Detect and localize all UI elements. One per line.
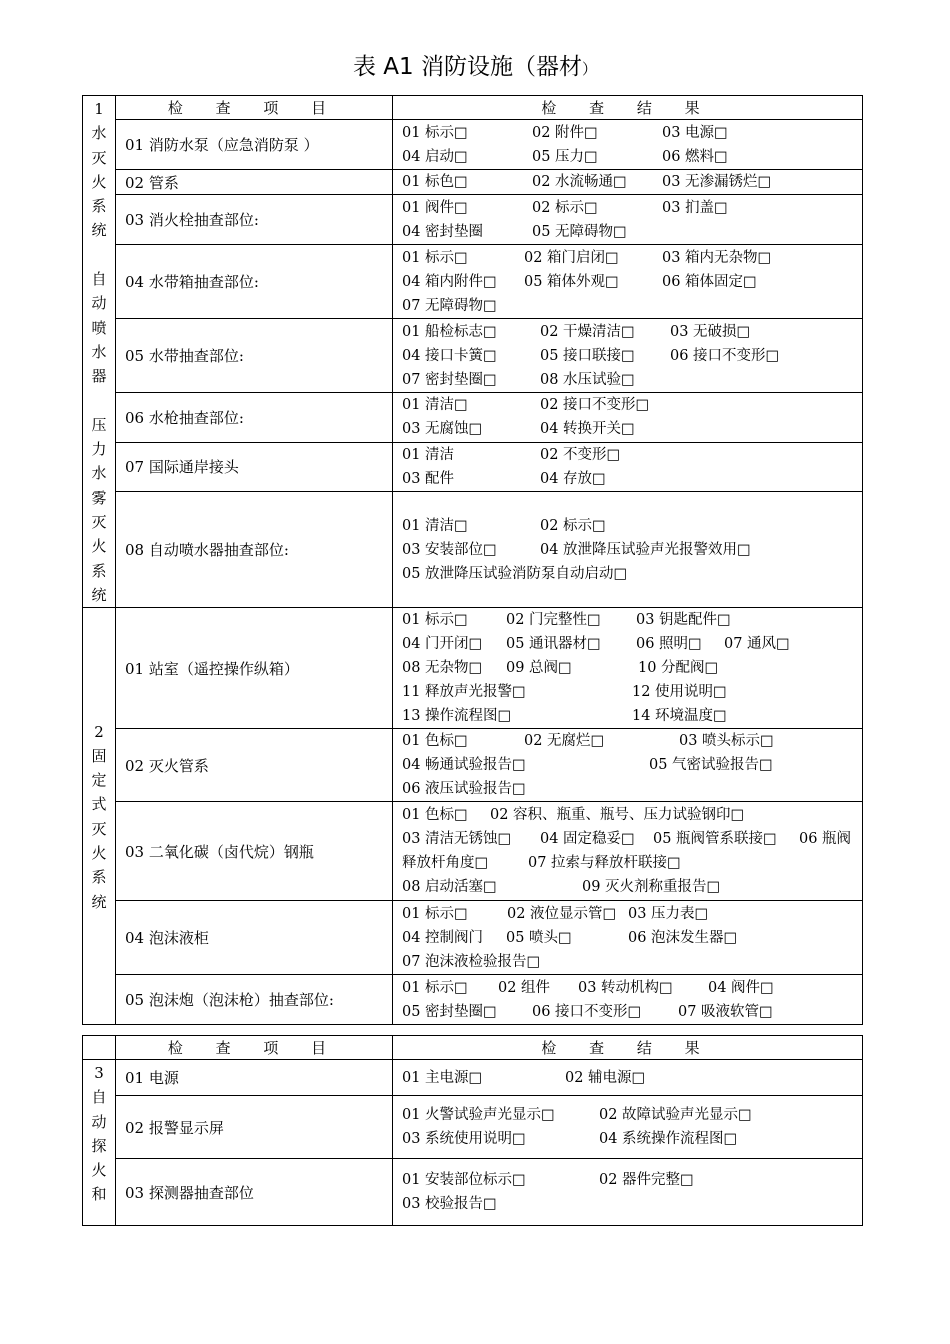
- result-line: [402, 294, 862, 318]
- result-line: [402, 926, 862, 950]
- section-label-char: 喷: [91, 318, 107, 337]
- result-line: [402, 803, 862, 827]
- result-line: [402, 950, 862, 974]
- result-line: [402, 246, 862, 270]
- check-result-cell: [393, 491, 863, 607]
- check-item: 04 箱内附件□: [402, 273, 497, 290]
- check-item: 02 无腐烂□: [524, 733, 605, 750]
- section-label-char: 水: [91, 342, 107, 361]
- check-item: 06 瓶阀: [799, 831, 852, 848]
- result-line: [402, 827, 862, 851]
- check-item: 08 水压试验□: [540, 371, 635, 388]
- section-label-char: 系: [91, 561, 107, 580]
- title-close-paren: ）: [581, 60, 597, 78]
- check-item: 05 箱体外观□: [524, 273, 619, 290]
- check-item: 01 标示□: [402, 124, 468, 141]
- check-item: 04 启动□: [402, 148, 468, 165]
- table-row: [83, 319, 863, 392]
- check-item: 02 辅电源□: [565, 1069, 646, 1086]
- check-result-cell: [393, 245, 863, 319]
- check-item: 05 接口联接□: [540, 347, 635, 364]
- check-item: 01 色标□: [402, 807, 468, 824]
- check-item: 07 拉索与释放杆联接□: [528, 855, 681, 872]
- result-line: [402, 145, 862, 169]
- table-row: [83, 975, 863, 1025]
- check-item: 03 系统使用说明□: [402, 1131, 526, 1147]
- check-item: 06 箱体固定□: [662, 273, 757, 290]
- result-line: [402, 270, 862, 294]
- result-line: [402, 417, 862, 441]
- table-header-row: [83, 1036, 863, 1060]
- section-label-char: 灭: [91, 148, 107, 167]
- check-item: 02 器件完整□: [599, 1172, 694, 1188]
- check-item-name: 04 泡沫液柜: [116, 901, 393, 975]
- result-line: [402, 680, 862, 704]
- check-item-name: 01 站室（遥控操作纵箱）: [116, 608, 393, 729]
- check-item: 01 主电源□: [402, 1069, 483, 1086]
- check-result-cell: [393, 901, 863, 975]
- result-line: [402, 196, 862, 220]
- check-item: 11 释放声光报警□: [402, 684, 526, 701]
- check-item: 04 控制阀门: [402, 929, 484, 946]
- section-label-char: 探: [91, 1136, 107, 1155]
- check-item: 04 转换开关□: [540, 421, 635, 438]
- check-item: 08 无杂物□: [402, 660, 483, 677]
- check-item: 03 安装部位□: [402, 541, 497, 558]
- result-line: [402, 1066, 862, 1090]
- header-item: 检 查 项 目: [116, 1036, 393, 1060]
- section-label-char: [83, 243, 115, 267]
- table-row: [83, 608, 863, 729]
- check-item: 02 接口不变形□: [540, 397, 650, 414]
- section-label-char: 水: [91, 464, 107, 483]
- check-item-name: 02 灭火管系: [116, 729, 393, 802]
- check-item: 07 吸液软管□: [678, 1003, 773, 1020]
- section-label-char: 式: [91, 795, 107, 814]
- check-item: 02 附件□: [532, 124, 598, 141]
- section-label-char: 固: [91, 746, 107, 765]
- result-line: [402, 393, 862, 417]
- check-item: 10 分配阀□: [638, 660, 719, 677]
- check-item: 03 清洁无锈蚀□: [402, 831, 512, 848]
- check-item: 01 清洁□: [402, 517, 468, 534]
- result-line: [402, 777, 862, 801]
- section-label-char: 动: [91, 294, 107, 313]
- check-item: 06 液压试验报告□: [402, 781, 526, 798]
- check-item: 01 标示□: [402, 612, 468, 629]
- section-label-char: 火: [91, 172, 107, 191]
- section-label-char: 动: [91, 1112, 107, 1131]
- result-line: [402, 170, 862, 194]
- section-label-char: 系: [91, 197, 107, 216]
- check-result-cell: [393, 319, 863, 392]
- section-3-label: [83, 1060, 116, 1226]
- table-row: [83, 1159, 863, 1226]
- result-line: [402, 121, 862, 145]
- table-row: [83, 392, 863, 442]
- check-item-name: 03 二氧化碳（卤代烷）钢瓶: [116, 802, 393, 901]
- check-item: 05 气密试验报告□: [649, 757, 773, 774]
- header-item: 检 查 项 目: [116, 96, 393, 120]
- table-row: [83, 245, 863, 319]
- section-label-char: 系: [91, 868, 107, 887]
- section-label-char: 统: [91, 585, 107, 604]
- result-line: [402, 344, 862, 368]
- check-item: 02 箱门启闭□: [524, 249, 619, 266]
- check-item: 01 清洁□: [402, 397, 468, 414]
- section-number: 1: [94, 100, 104, 118]
- check-item: 04 存放□: [540, 470, 606, 487]
- result-line: [402, 656, 862, 680]
- check-item: 01 标色□: [402, 174, 468, 191]
- check-item: 09 总阀□: [506, 660, 572, 677]
- result-line: [402, 608, 862, 632]
- check-item: 05 喷头□: [506, 929, 572, 946]
- result-line: [402, 538, 862, 562]
- result-line: [402, 976, 862, 1000]
- result-line: [402, 1103, 862, 1127]
- check-item: 06 接口不变形□: [670, 347, 780, 364]
- table-row: [83, 901, 863, 975]
- check-item: 05 放泄降压试验消防泵自动启动□: [402, 565, 628, 582]
- section-number: 2: [94, 722, 104, 741]
- check-item: 05 通讯器材□: [506, 636, 601, 653]
- check-item: 02 容积、瓶重、瓶号、压力试验钢印□: [490, 807, 745, 824]
- check-item: 03 配件: [402, 470, 455, 487]
- section-label-char: 雾: [91, 488, 107, 507]
- result-line: [402, 368, 862, 392]
- table-header-row: [83, 96, 863, 120]
- check-item: 03 钥匙配件□: [636, 612, 731, 629]
- check-item: 02 标示□: [540, 517, 606, 534]
- check-item: 06 接口不变形□: [532, 1003, 642, 1020]
- check-result-cell: [393, 392, 863, 442]
- check-item: 02 干燥清洁□: [540, 323, 635, 340]
- check-item: 04 固定稳妥□: [540, 831, 635, 848]
- check-item: 03 校验报告□: [402, 1196, 497, 1212]
- header-result: 检 查 结 果: [393, 96, 863, 120]
- check-item-name: 02 管系: [116, 170, 393, 195]
- check-item: 02 组件: [498, 979, 551, 996]
- section-label-char: 火: [91, 537, 107, 556]
- result-line: [402, 753, 862, 777]
- check-item: 09 灭火剂称重报告□: [582, 879, 721, 896]
- check-item: 12 使用说明□: [632, 684, 727, 701]
- result-line: [402, 220, 862, 244]
- check-item: 06 燃料□: [662, 148, 728, 165]
- check-item: 释放杆角度□: [402, 855, 489, 872]
- table-row: [83, 170, 863, 195]
- check-item: 02 液位显示管□: [507, 905, 617, 922]
- result-line: [402, 1000, 862, 1024]
- check-item: 01 色标□: [402, 733, 468, 750]
- check-item-name: 03 消火栓抽查部位:: [116, 195, 393, 245]
- header-result: 检 查 结 果: [393, 1036, 863, 1060]
- check-result-cell: [393, 1159, 863, 1226]
- check-item: 01 标示□: [402, 905, 468, 922]
- section-label-char: 灭: [91, 819, 107, 838]
- check-item: 03 扪盖□: [662, 199, 728, 216]
- section-label-char: 器: [91, 367, 107, 386]
- result-line: [402, 320, 862, 344]
- check-item-name: 07 国际通岸接头: [116, 442, 393, 491]
- check-item-name: 03 探测器抽查部位: [116, 1159, 393, 1226]
- check-item: 04 畅通试验报告□: [402, 757, 526, 774]
- check-item: 01 安装部位标示□: [402, 1172, 526, 1188]
- check-item: 03 无腐蚀□: [402, 421, 483, 438]
- check-item: 08 启动活塞□: [402, 879, 497, 896]
- check-item: 03 压力表□: [628, 905, 709, 922]
- check-item: 02 水流畅通□: [532, 174, 627, 191]
- table-row: [83, 442, 863, 491]
- check-result-cell: [393, 608, 863, 729]
- check-item: 01 火警试验声光显示□: [402, 1107, 555, 1123]
- check-item-name: 02 报警显示屏: [116, 1096, 393, 1159]
- result-line: [402, 1192, 862, 1216]
- check-item: 01 船检标志□: [402, 323, 497, 340]
- check-result-cell: [393, 442, 863, 491]
- check-item-name: 01 消防水泵（应急消防泵 ）: [116, 120, 393, 170]
- check-item: 03 箱内无杂物□: [662, 249, 772, 266]
- table-row: [83, 1060, 863, 1096]
- check-result-cell: [393, 195, 863, 245]
- check-item: 02 故障试验声光显示□: [599, 1107, 752, 1123]
- check-item: 03 无渗漏锈烂□: [662, 174, 772, 191]
- check-item: 03 转动机构□: [578, 979, 673, 996]
- check-item: 02 标示□: [532, 199, 598, 216]
- check-item: 05 压力□: [532, 148, 598, 165]
- check-item: 14 环境温度□: [632, 708, 727, 725]
- check-item: 04 阀件□: [708, 979, 774, 996]
- table-row: [83, 195, 863, 245]
- section-1-label: [83, 96, 116, 608]
- check-result-cell: [393, 975, 863, 1025]
- check-item: 03 无破损□: [670, 323, 751, 340]
- check-result-cell: [393, 120, 863, 170]
- check-item-name: 06 水枪抽查部位:: [116, 392, 393, 442]
- check-item: 01 清洁: [402, 446, 455, 463]
- section-label-char: 灭: [91, 513, 107, 532]
- table-row: [83, 729, 863, 802]
- check-item-name: 05 水带抽查部位:: [116, 319, 393, 392]
- table-row: [83, 120, 863, 170]
- result-line: [402, 632, 862, 656]
- check-item: 01 阀件□: [402, 199, 468, 216]
- result-line: [402, 902, 862, 926]
- result-line: [402, 467, 862, 491]
- inspection-table-2: [82, 1035, 863, 1226]
- check-item: 04 门开闭□: [402, 636, 483, 653]
- check-item: 03 喷头标示□: [679, 733, 774, 750]
- document-title: [0, 48, 950, 81]
- check-item: 06 照明□: [636, 636, 702, 653]
- check-item: 01 标示□: [402, 249, 468, 266]
- check-item-name: 08 自动喷水器抽查部位:: [116, 491, 393, 607]
- check-item: 07 通风□: [724, 636, 790, 653]
- table-row: [83, 802, 863, 901]
- result-line: [402, 443, 862, 467]
- check-item: 04 系统操作流程图□: [599, 1131, 738, 1147]
- check-item: 01 标示□: [402, 979, 468, 996]
- header-empty-cell: [83, 1036, 116, 1060]
- section-label-char: 压: [91, 415, 107, 434]
- check-result-cell: [393, 729, 863, 802]
- check-result-cell: [393, 170, 863, 195]
- check-item: 04 接口卡簧□: [402, 347, 497, 364]
- check-item: 13 操作流程图□: [402, 708, 512, 725]
- check-item-name: 04 水带箱抽查部位:: [116, 245, 393, 319]
- check-item: 05 瓶阀管系联接□: [653, 831, 777, 848]
- check-item: 04 放泄降压试验声光报警效用□: [540, 541, 751, 558]
- title-main: 表 A1 消防设施（器材: [352, 54, 582, 80]
- check-item: 02 不变形□: [540, 446, 621, 463]
- result-line: [402, 729, 862, 753]
- section-label-char: 水: [91, 124, 107, 143]
- check-item: 07 密封垫圈□: [402, 371, 497, 388]
- check-item-name: 05 泡沫炮（泡沫枪）抽查部位:: [116, 975, 393, 1025]
- section-2-label: [83, 608, 116, 1025]
- check-item: 05 密封垫圈□: [402, 1003, 497, 1020]
- result-line: [402, 704, 862, 728]
- section-label-char: 火: [91, 1161, 107, 1180]
- section-label-char: 和: [91, 1185, 107, 1204]
- result-line: [402, 875, 862, 899]
- check-result-cell: [393, 1060, 863, 1096]
- check-item: 07 无障碍物□: [402, 297, 497, 314]
- check-item: 06 泡沫发生器□: [628, 929, 738, 946]
- section-label-char: 火: [91, 844, 107, 863]
- result-line: [402, 1127, 862, 1151]
- section-label-char: 统: [91, 892, 107, 911]
- section-number: 3: [94, 1064, 104, 1082]
- result-line: [402, 1168, 862, 1192]
- check-item: 05 无障碍物□: [532, 223, 627, 240]
- section-label-char: 定: [91, 771, 107, 790]
- result-line: [402, 562, 862, 586]
- check-result-cell: [393, 1096, 863, 1159]
- check-item: 07 泡沫液检验报告□: [402, 953, 541, 970]
- table-row: [83, 491, 863, 607]
- section-label-char: 自: [91, 1088, 107, 1107]
- check-item: 03 电源□: [662, 124, 728, 141]
- check-item: 02 门完整性□: [506, 612, 601, 629]
- section-label-char: 统: [91, 221, 107, 240]
- check-item: 04 密封垫圈: [402, 223, 484, 240]
- check-result-cell: [393, 802, 863, 901]
- check-item-name: 01 电源: [116, 1060, 393, 1096]
- result-line: [402, 851, 862, 875]
- result-line: [402, 514, 862, 538]
- inspection-table-1: [82, 95, 863, 1025]
- section-label-char: [83, 389, 115, 413]
- section-label-char: 力: [91, 440, 107, 459]
- table-row: [83, 1096, 863, 1159]
- section-label-char: 自: [91, 270, 107, 289]
